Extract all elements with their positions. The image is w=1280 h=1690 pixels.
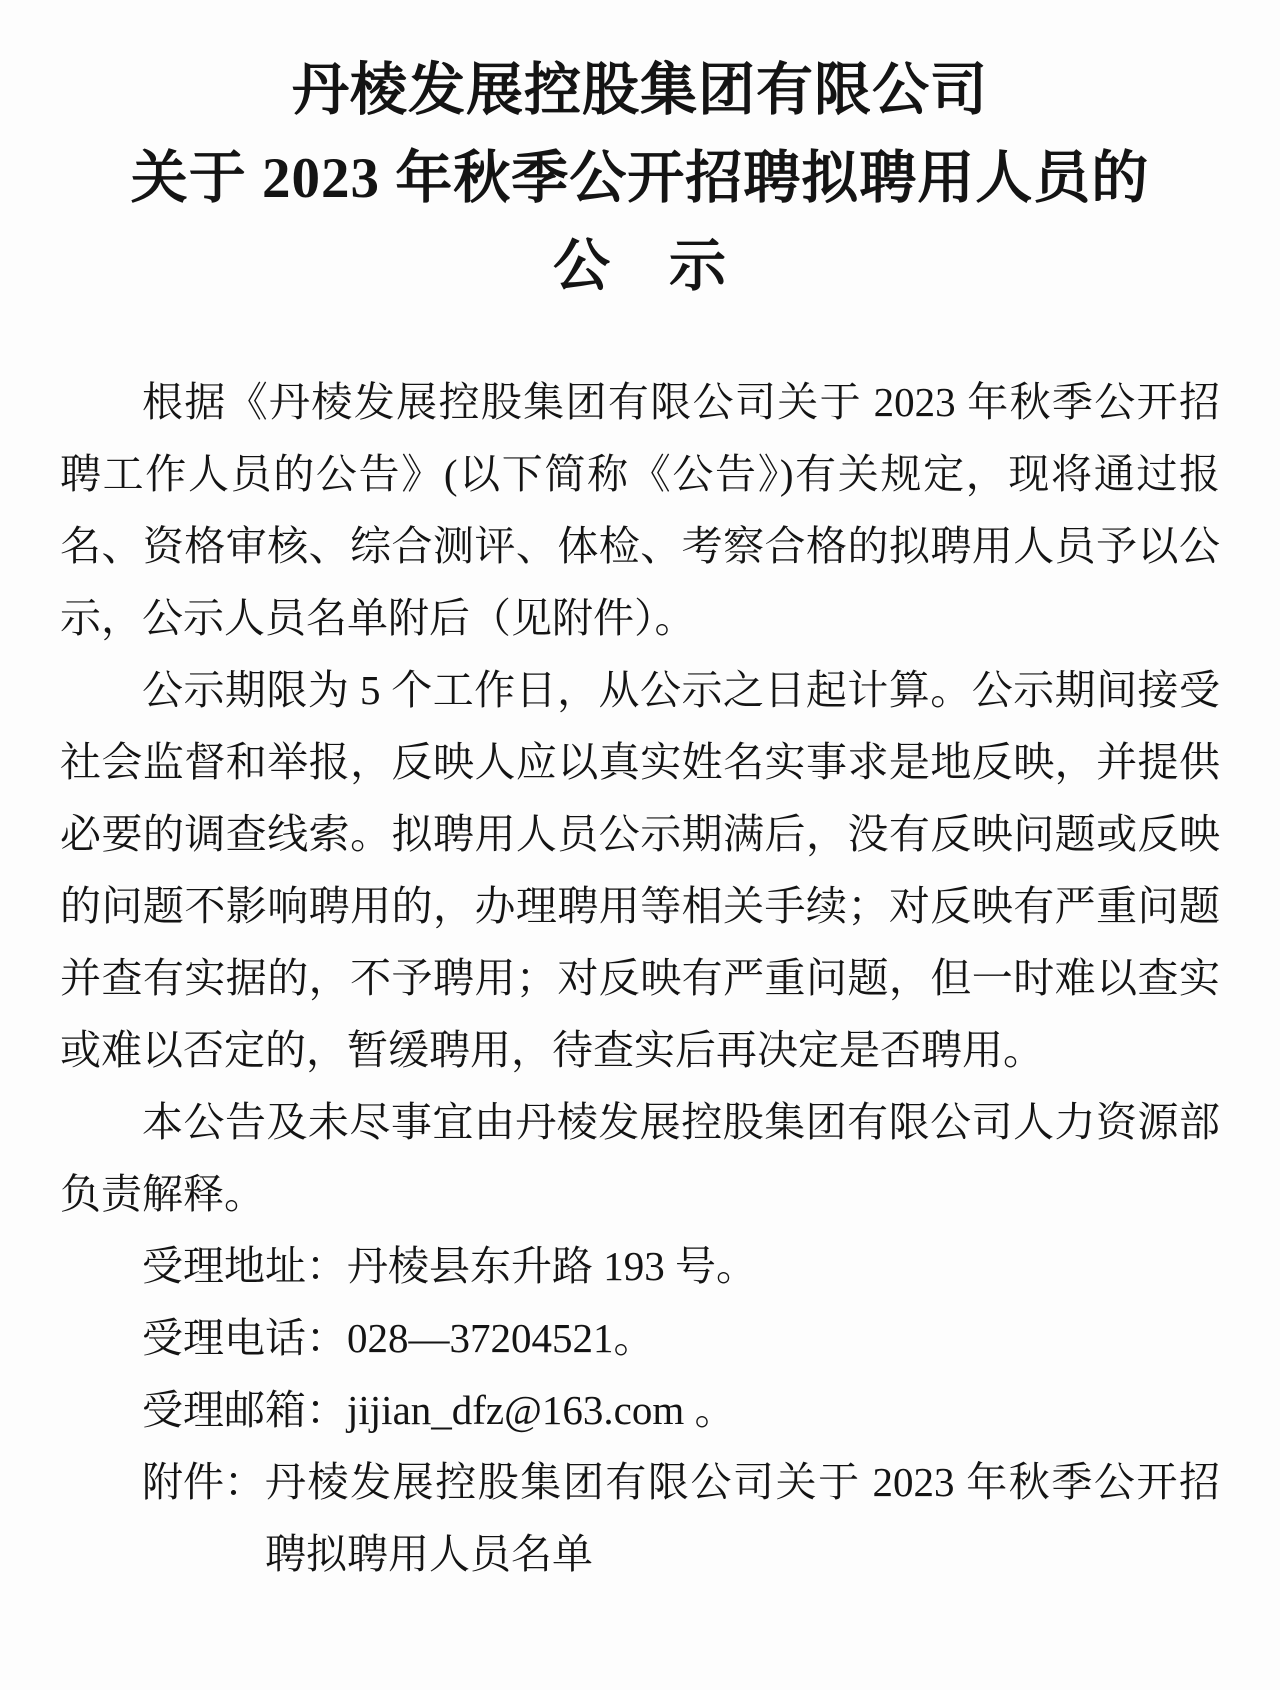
paragraph-interpretation: 本公告及未尽事宜由丹棱发展控股集团有限公司人力资源部负责解释。 xyxy=(60,1099,1220,1217)
paragraph-recruitment-basis: 根据《丹棱发展控股集团有限公司关于 2023 年秋季公开招聘工作人员的公告》(以下简称《公告》)有关规定，现将通过报名、资格审核、综合测评、体检、考察合格的拟聘用人员予以公示，公示人员名单附后（见附件）。 xyxy=(60,379,1220,641)
contact-email-line: 受理邮箱：jijian_dfz@163.com 。 xyxy=(142,1387,736,1433)
attachment-line xyxy=(142,1446,1220,1590)
contact-phone-line: 受理电话：028—37204521。 xyxy=(142,1315,655,1361)
title-subject: 关于 2023 年秋季公开招聘拟聘用人员的 xyxy=(130,147,1150,210)
contact-address-line: 受理地址：丹棱县东升路 193 号。 xyxy=(142,1243,757,1289)
document-body xyxy=(60,366,1220,1590)
title-company-name: 丹棱发展控股集团有限公司 xyxy=(292,59,988,122)
title-doc-type: 公 示 xyxy=(553,235,727,298)
attachment-title: 丹棱发展控股集团有限公司关于 2023 年秋季公开招聘拟聘用人员名单 xyxy=(265,1459,1220,1577)
document-title-block xyxy=(60,47,1220,311)
paragraph-publicity-period: 公示期限为 5 个工作日，从公示之日起计算。公示期间接受社会监督和举报，反映人应以真实姓名实事求是地反映，并提供必要的调查线索。拟聘用人员公示期满后，没有反映问题或反映的问题不影响聘用的，办理聘用等相关手续；对反映有严重问题并查有实据的，不予聘用；对反映有严重问题，但一时难以查实或难以否定的，暂缓聘用，待查实后再决定是否聘用。 xyxy=(60,667,1220,1073)
attachment-label: 附件： xyxy=(142,1459,265,1505)
